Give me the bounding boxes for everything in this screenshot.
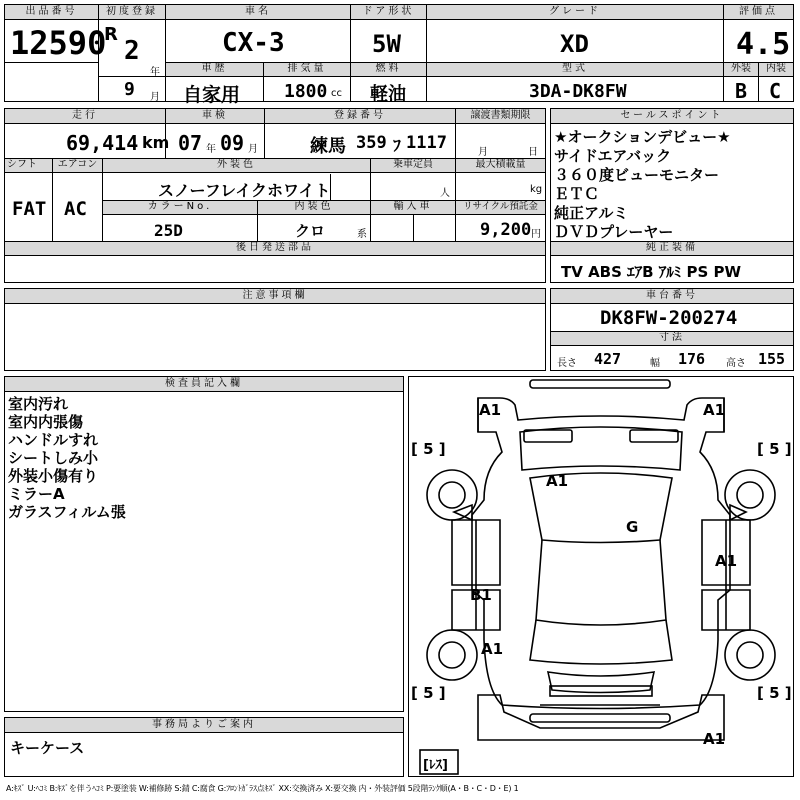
damage-mark-hood: A1 [546, 472, 569, 490]
mileage-label: 走行 [5, 109, 165, 124]
fuel: 軽油 [370, 84, 406, 105]
interior-color-label: 内装色 [258, 201, 370, 215]
legend: A:ｷｽﾞ U:ﾍｺﾐ B:ｷｽﾞを伴うﾍｺﾐ P:要塗装 W:補修跡 S:錆 C:腐食 G:ﾌﾛﾝﾄｶﾞﾗｽ点ｷｽﾞ XX:交換済み X:要交換 内・外装評価 5段階ﾗﾝｸ順(A・B・C・D・E) 1 [6, 784, 519, 793]
reg-month-unit: 月 [150, 92, 160, 103]
equipment: TV ABS ｴｱB ｱﾙﾐ PS PW [561, 263, 742, 281]
reg-class: 359 [356, 133, 387, 153]
int-grade: C [769, 79, 782, 103]
sales-point-4: ＥＴＣ [554, 185, 600, 203]
damage-mark-roof: G [626, 518, 639, 536]
sales-point-1: ★オークションデビュー★ [554, 128, 731, 146]
transfer-day-unit: 日 [528, 147, 538, 158]
insp-year: 07 [178, 131, 203, 155]
score: 4.5 [736, 27, 791, 62]
notes-label: 注意事項欄 [5, 289, 545, 304]
capacity-label: 乗車定員 [371, 159, 455, 173]
shift: FAT [12, 198, 47, 220]
car-diagram-icon [408, 376, 794, 777]
score-label: 評価点 [724, 5, 793, 20]
grade-label: グレード [427, 5, 723, 20]
displacement: 1800 [284, 81, 328, 102]
width-label: 幅 [650, 358, 660, 369]
damage-mark-front-left: A1 [479, 401, 502, 419]
reg-year: 2 [124, 36, 140, 66]
recycle-label: リサイクル預託金 [456, 201, 545, 215]
model: 3DA-DK8FW [529, 81, 627, 102]
lot-no: 12590 [10, 24, 107, 62]
inspector-item-2: 室内内張傷 [8, 413, 84, 431]
reg-no-label: 登録番号 [265, 109, 455, 124]
model-label: 型式 [427, 63, 723, 77]
damage-mark-rear-bumper: A1 [703, 730, 726, 748]
office-label: 事務局よりご案内 [5, 718, 403, 733]
width: 176 [678, 350, 706, 368]
reg-kana: ﾌ [393, 136, 402, 155]
exterior-color-label: 外装色 [103, 159, 370, 173]
insp-month: 09 [220, 131, 245, 155]
door-label: ドア形状 [351, 5, 426, 20]
damage-mark-right-door: A1 [715, 552, 738, 570]
chassis-label: 車台番号 [551, 289, 793, 304]
recycle-unit: 円 [531, 229, 541, 240]
sales-point-2: サイドエアバック [554, 147, 672, 165]
first-reg-label: 初度登録 [99, 5, 165, 20]
tire-front-right: [ 5 ] [757, 440, 792, 458]
era: R [104, 24, 118, 45]
damage-mark-left-rear: A1 [481, 640, 504, 658]
sales-point-5: 純正アルミ [554, 204, 629, 222]
car-name-label: 車名 [166, 5, 350, 20]
height: 155 [758, 350, 786, 368]
length: 427 [594, 350, 622, 368]
damage-mark-left-door: B1 [470, 586, 492, 604]
office-note: キーケース [10, 739, 85, 757]
displacement-label: 排気量 [264, 63, 350, 77]
inspector-item-4: シートしみ小 [8, 449, 99, 467]
chassis-number: DK8FW-200274 [600, 307, 738, 329]
reg-year-unit: 年 [150, 67, 160, 78]
ext-grade: B [735, 79, 748, 103]
lot-no-label: 出品番号 [5, 5, 98, 20]
import-label: 輸入車 [371, 201, 455, 215]
sales-point-6: ＤＶＤプレーヤー [554, 223, 674, 241]
capacity-unit: 人 [440, 188, 450, 199]
max-load-unit: kg [530, 184, 543, 195]
recycle: 9,200 [480, 220, 532, 240]
insp-month-unit: 月 [248, 144, 258, 155]
inspector-item-5: 外装小傷有り [8, 467, 99, 485]
interior-color-unit: 系 [357, 229, 367, 240]
reg-month: 9 [124, 79, 135, 100]
shift-label: シフト [5, 159, 52, 173]
later-parts-label: 後日発送部品 [5, 242, 545, 256]
inspector-item-7: ガラスフィルム張 [8, 503, 126, 521]
exterior-color: スノーフレイクホワイト [158, 181, 331, 200]
ac-label: エアコン [53, 159, 102, 173]
interior-color: クロ [295, 222, 326, 240]
equipment-label: 純正装備 [551, 242, 793, 256]
dimensions-label: 寸法 [551, 332, 793, 346]
damage-mark-front-right: A1 [703, 401, 726, 419]
reg-number: 1117 [406, 133, 447, 153]
ac: AC [64, 198, 87, 220]
history: 自家用 [183, 84, 241, 106]
sales-points-label: セールスポイント [551, 109, 793, 124]
reg-area: 練馬 [310, 136, 346, 157]
inspector-item-1: 室内汚れ [8, 395, 69, 413]
color-no-label: カラーNo. [103, 201, 257, 215]
sales-point-3: ３６０度ビューモニター [554, 166, 720, 184]
inspector-item-3: ハンドルすれ [8, 431, 99, 449]
tire-rear-right: [ 5 ] [757, 684, 792, 702]
color-no: 25D [154, 221, 183, 240]
spare-tire: [ﾚｽ] [423, 758, 448, 773]
int-label: 内装 [759, 63, 793, 77]
max-load-label: 最大積載量 [456, 159, 545, 173]
history-label: 車歴 [166, 63, 263, 77]
insp-year-unit: 年 [206, 144, 216, 155]
grade: XD [560, 30, 589, 58]
transfer-month-unit: 月 [478, 147, 488, 158]
mileage: 69,414 [66, 131, 139, 155]
tire-rear-left: [ 5 ] [411, 684, 446, 702]
height-label: 高さ [726, 358, 746, 369]
door: 5W [372, 30, 401, 58]
mileage-unit: km [142, 133, 170, 152]
tire-front-left: [ 5 ] [411, 440, 446, 458]
inspector-item-6: ミラーA [8, 485, 65, 503]
car-name: CX-3 [222, 28, 285, 58]
inspector-label: 検査員記入欄 [5, 377, 403, 392]
ext-label: 外装 [724, 63, 758, 77]
length-label: 長さ [557, 358, 577, 369]
fuel-label: 燃料 [351, 63, 426, 77]
inspection-label: 車検 [166, 109, 264, 124]
transfer-label: 譲渡書類期限 [456, 109, 545, 124]
displacement-unit: cc [331, 88, 342, 99]
